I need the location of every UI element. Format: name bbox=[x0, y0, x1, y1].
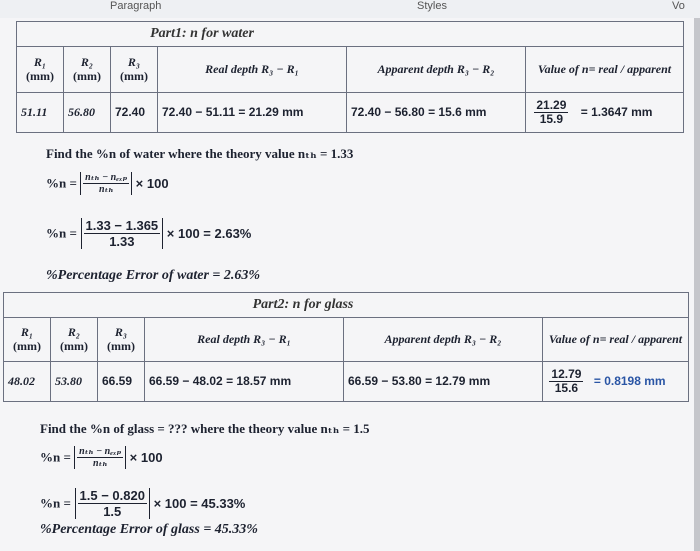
glass-find-line: Find the %n of glass = ??? where the theory value nₜₕ = 1.5 bbox=[40, 421, 370, 436]
header-r3: R₃ (mm) bbox=[111, 47, 158, 93]
header-value-n: Value of n= real / apparent bbox=[543, 318, 689, 362]
cell-r2: 56.80 bbox=[64, 93, 111, 133]
glass-table-title: Part2: n for glass bbox=[4, 293, 689, 318]
cell-apparent-depth: 72.40 − 56.80 = 15.6 mm bbox=[347, 93, 526, 133]
water-calculation: %n = $\frac{1.33 - 1.365}{1.33}$ × 100 = 2.63% bbox=[46, 218, 252, 249]
paragraph-group-label: Paragraph bbox=[110, 0, 162, 12]
header-r1: R₁ (mm) bbox=[17, 47, 64, 93]
water-table bbox=[16, 21, 684, 133]
glass-formula: %n = $\frac{\text{nₜₕ − nₑₓₚ}}{\text{nₜₕ}}$ × 100 bbox=[40, 446, 163, 469]
cell-ratio: $\frac{12.79}{15.6}$ bbox=[543, 362, 590, 402]
header-apparent-depth: Apparent depth R₃ − R₂ bbox=[347, 47, 526, 93]
cell-result: = 1.3647 mm bbox=[577, 93, 684, 133]
water-find-line: Find the %n of water where the theory value nₜₕ = 1.33 bbox=[46, 146, 354, 161]
header-r3: R₃ (mm) bbox=[98, 318, 145, 362]
cell-r3: 72.40 bbox=[111, 93, 158, 133]
cell-r2: 53.80 bbox=[51, 362, 98, 402]
header-r2: R₂ (mm) bbox=[64, 47, 111, 93]
header-r2: R₂ (mm) bbox=[51, 318, 98, 362]
styles-group-label: Styles bbox=[417, 0, 447, 12]
cell-r3: 66.59 bbox=[98, 362, 145, 402]
header-real-depth: Real depth R₃ − R₁ bbox=[145, 318, 344, 362]
water-formula: %n = $\frac{\text{nₜₕ − nₑₓₚ}}{\text{nₜₕ}}$ × 100 bbox=[46, 172, 169, 195]
cell-real-depth: 72.40 − 51.11 = 21.29 mm bbox=[158, 93, 347, 133]
glass-table bbox=[3, 292, 689, 402]
glass-error-line: %Percentage Error of glass = 45.33% bbox=[40, 522, 258, 537]
header-value-n: Value of n= real / apparent bbox=[526, 47, 684, 93]
cell-r1: 48.02 bbox=[4, 362, 51, 402]
cell-result: = 0.8198 mm bbox=[590, 362, 689, 402]
voice-group-label: Vo bbox=[672, 0, 685, 12]
page-edge bbox=[694, 18, 700, 551]
cell-real-depth: 66.59 − 48.02 = 18.57 mm bbox=[145, 362, 344, 402]
water-table-title: Part1: n for water bbox=[17, 22, 684, 47]
glass-calculation: %n = $\frac{1.5 - 0.820}{1.5}$ × 100 = 45.33% bbox=[40, 488, 246, 519]
cell-r1: 51.11 bbox=[17, 93, 64, 133]
cell-ratio: $\frac{21.29}{15.9}$ bbox=[526, 93, 577, 133]
header-apparent-depth: Apparent depth R₃ − R₂ bbox=[344, 318, 543, 362]
header-r1: R₁ (mm) bbox=[4, 318, 51, 362]
word-ribbon bbox=[0, 0, 700, 19]
water-error-line: %Percentage Error of water = 2.63% bbox=[46, 268, 261, 283]
cell-apparent-depth: 66.59 − 53.80 = 12.79 mm bbox=[344, 362, 543, 402]
header-real-depth: Real depth R₃ − R₁ bbox=[158, 47, 347, 93]
